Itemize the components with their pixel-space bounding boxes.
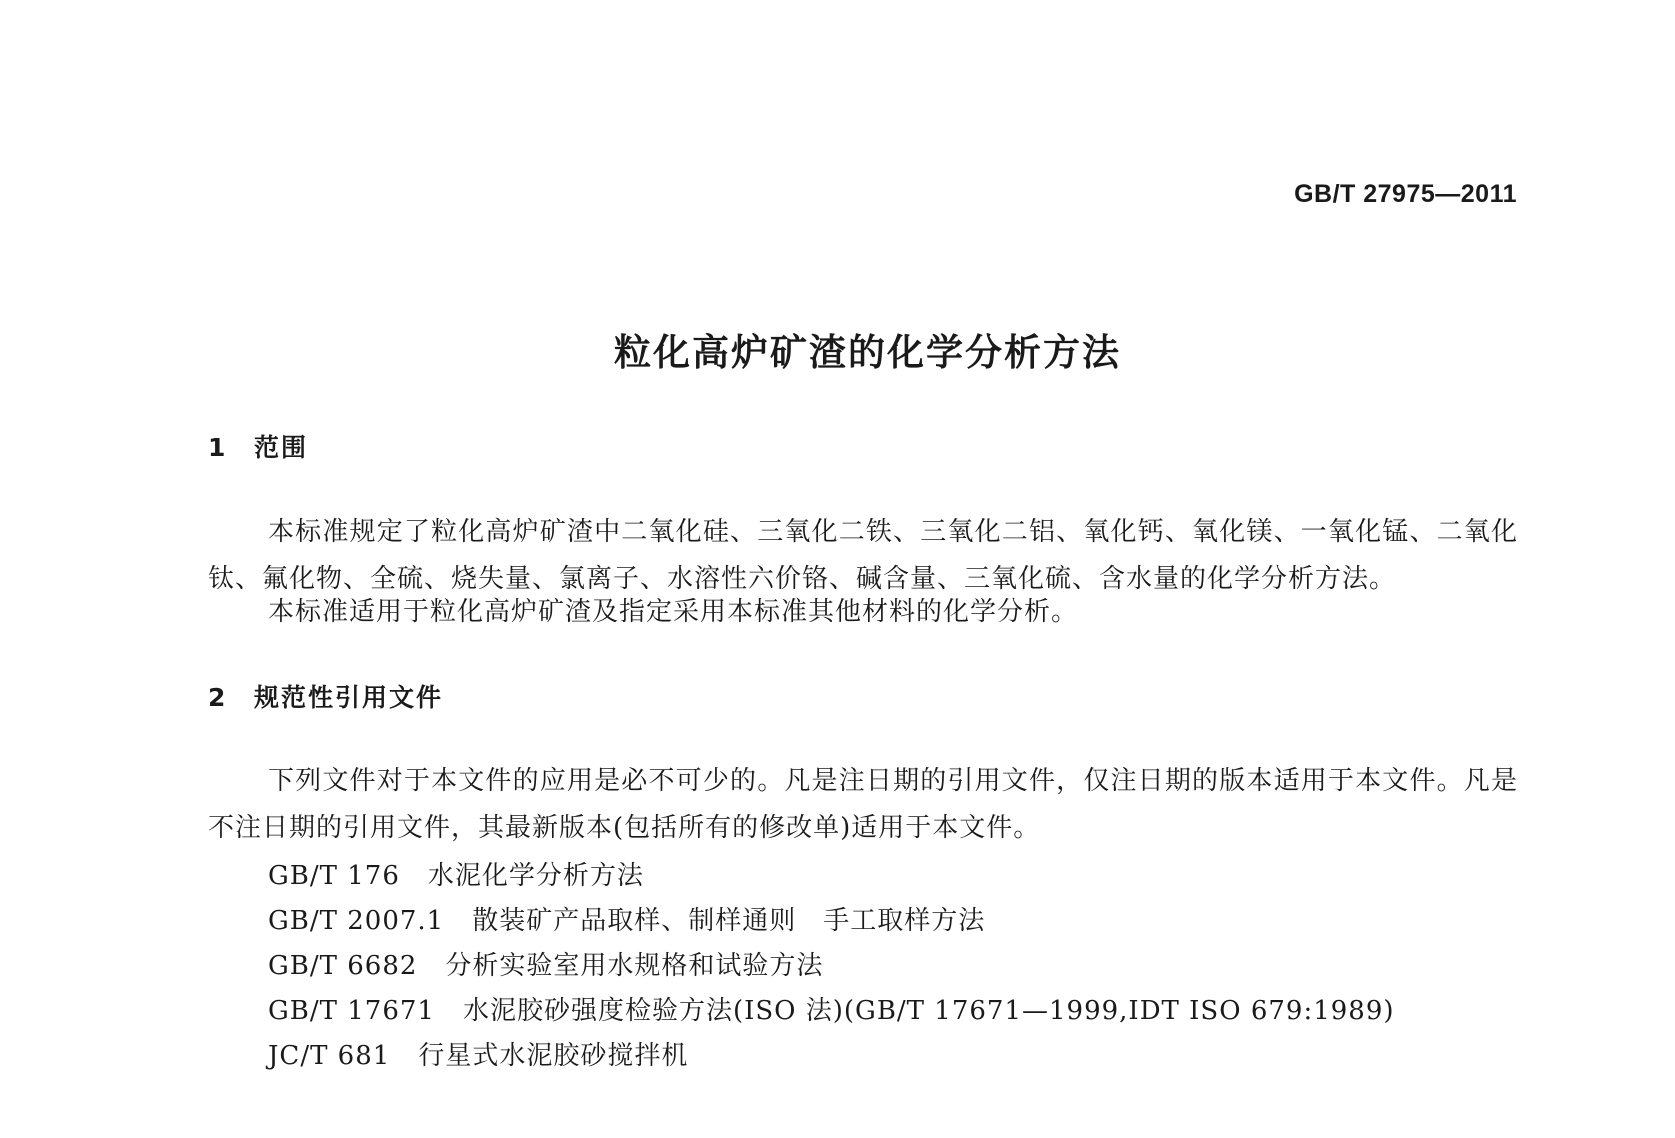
reference-title: 行星式水泥胶砂搅拌机 bbox=[418, 1041, 689, 1071]
reference-code: GB/T 6682 bbox=[268, 951, 418, 981]
section-heading-scope bbox=[208, 428, 308, 464]
reference-item bbox=[268, 945, 823, 982]
section-number: 1 bbox=[208, 433, 228, 462]
reference-item bbox=[268, 855, 644, 892]
reference-item bbox=[268, 990, 1395, 1027]
section-title: 规范性引用文件 bbox=[254, 683, 444, 712]
section-title: 范围 bbox=[254, 433, 309, 462]
scope-paragraph-2: 本标准适用于粒化高炉矿渣及指定采用本标准其他材料的化学分析。 bbox=[268, 597, 1079, 627]
reference-code: GB/T 2007.1 bbox=[268, 906, 445, 936]
scope-paragraph-1: 本标准规定了粒化高炉矿渣中二氧化硅、三氧化二铁、三氧化二铝、氧化钙、氧化镁、一氧化锰、二氧化钛、氟化物、全硫、烧失量、氯离子、水溶性六价铬、碱含量、三氧化硫、含水量的化学分析方法。 bbox=[208, 517, 1518, 594]
reference-item bbox=[268, 1035, 688, 1072]
reference-code: JC/T 681 bbox=[268, 1041, 391, 1071]
reference-item bbox=[268, 900, 985, 937]
references-intro-paragraph: 下列文件对于本文件的应用是必不可少的。凡是注日期的引用文件，仅注日期的版本适用于本文件。凡是不注日期的引用文件，其最新版本(包括所有的修改单)适用于本文件。 bbox=[208, 766, 1518, 843]
reference-title: 散装矿产品取样、制样通则 手工取样方法 bbox=[472, 906, 986, 936]
section-heading-normative-references bbox=[208, 678, 443, 714]
document-title: 粒化高炉矿渣的化学分析方法 bbox=[614, 331, 1121, 374]
reference-code: GB/T 176 bbox=[268, 861, 400, 891]
reference-code: GB/T 17671 bbox=[268, 996, 435, 1026]
section-number: 2 bbox=[208, 683, 228, 712]
reference-title: 水泥化学分析方法 bbox=[427, 861, 644, 891]
reference-title: 分析实验室用水规格和试验方法 bbox=[445, 951, 824, 981]
reference-title: 水泥胶砂强度检验方法(ISO 法)(GB/T 17671—1999,IDT ISO 679:1989) bbox=[462, 996, 1395, 1026]
standard-code: GB/T 27975—2011 bbox=[1294, 180, 1517, 208]
